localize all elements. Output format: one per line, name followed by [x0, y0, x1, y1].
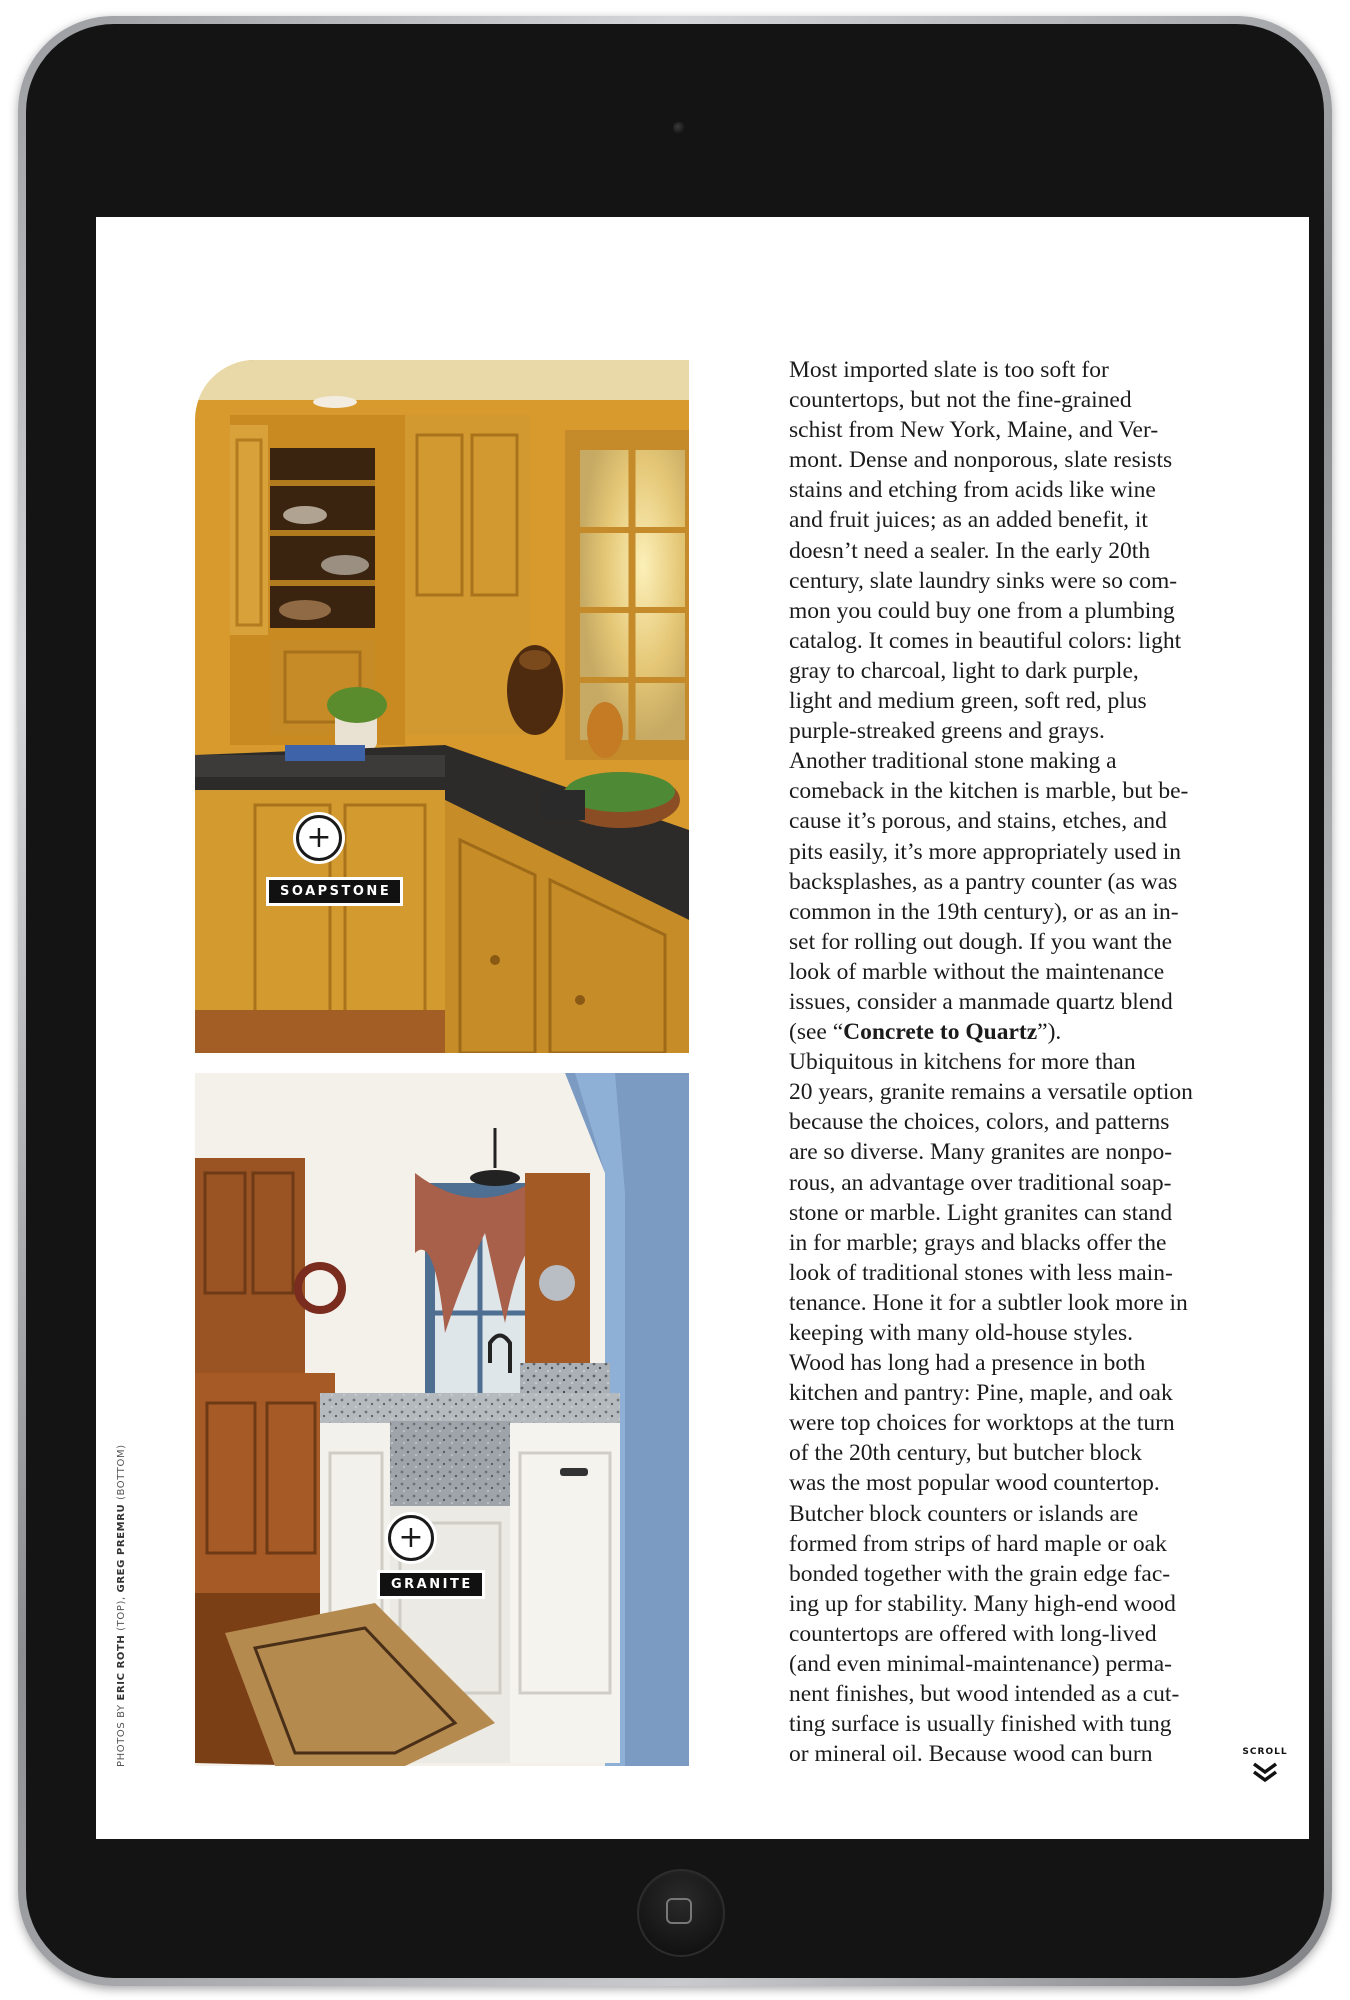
text-line: Another traditional stone making a: [789, 748, 1117, 775]
text-line: mont. Dense and nonporous, slate resists: [789, 447, 1173, 474]
soapstone-label: SOAPSTONE: [269, 880, 400, 903]
photo-credit: [116, 1444, 127, 1767]
text-line: of the 20th century, but butcher block: [789, 1440, 1142, 1467]
text-line: purple-streaked greens and grays.: [789, 718, 1105, 745]
credit-photographer-1: ERIC ROTH: [116, 1634, 127, 1701]
credit-prefix: PHOTOS BY: [116, 1700, 127, 1767]
text-line: catalog. It comes in beautiful colors: light: [789, 627, 1182, 654]
granite-info-hotspot[interactable]: [388, 1515, 434, 1561]
text-line: nent finishes, but wood intended as a cut-: [789, 1681, 1180, 1708]
article-paragraph: [748, 355, 1218, 746]
text-line: rous, an advantage over traditional soap-: [789, 1169, 1172, 1196]
text-line: backsplashes, as a pantry counter (as was: [789, 868, 1178, 895]
home-square-icon: [666, 1898, 692, 1924]
magazine-page: [96, 217, 1309, 1839]
text-line: bonded together with the grain edge fac-: [789, 1560, 1171, 1587]
text-line: Ubiquitous in kitchens for more than: [789, 1049, 1136, 1076]
text-line: century, slate laundry sinks were so com-: [789, 567, 1178, 594]
credit-note-1: (TOP),: [116, 1592, 127, 1635]
article-paragraph: [748, 1047, 1218, 1348]
text-line: common in the 19th century), or as an in-: [789, 898, 1179, 925]
text-line: mon you could buy one from a plumbing: [789, 597, 1175, 624]
text-line: kitchen and pantry: Pine, maple, and oak: [789, 1380, 1173, 1407]
granite-kitchen-illustration: [195, 1073, 689, 1766]
tablet-bezel: [26, 24, 1324, 1978]
credit-note-2: (BOTTOM): [116, 1444, 127, 1504]
text-line: Butcher block counters or islands are: [789, 1500, 1139, 1527]
text-line: doesn’t need a sealer. In the early 20th: [789, 537, 1151, 564]
text-line: cause it’s porous, and stains, etches, and: [789, 808, 1167, 835]
text-line: (and even minimal-maintenance) perma-: [789, 1651, 1172, 1678]
home-button[interactable]: [637, 1869, 725, 1957]
text-line: and fruit juices; as an added benefit, it: [789, 507, 1148, 534]
text-line: tenance. Hone it for a subtler look more in: [789, 1289, 1188, 1316]
text-line: in for marble; grays and blacks offer the: [789, 1229, 1167, 1256]
text-line: issues, consider a manmade quartz blend: [789, 988, 1173, 1015]
text-line: ting surface is usually finished with tung: [789, 1711, 1172, 1738]
text-line: are so diverse. Many granites are nonpo-: [789, 1139, 1173, 1166]
concrete-to-quartz-link[interactable]: Concrete to Quartz: [843, 1019, 1038, 1046]
plus-icon: +: [306, 820, 332, 855]
granite-label: GRANITE: [380, 1573, 482, 1596]
text-line: countertops are offered with long-lived: [789, 1620, 1157, 1647]
granite-kitchen-photo: [195, 1073, 689, 1766]
text-line: keeping with many old-house styles.: [789, 1320, 1133, 1346]
text-line: or mineral oil. Because wood can burn: [789, 1741, 1153, 1768]
text-line: was the most popular wood countertop.: [789, 1470, 1160, 1497]
text-line: countertops, but not the fine-grained: [789, 387, 1132, 414]
text-line: 20 years, granite remains a versatile option: [789, 1079, 1193, 1106]
text-line: because the choices, colors, and patterns: [789, 1109, 1170, 1136]
text-line: ing up for stability. Many high-end wood: [789, 1590, 1176, 1617]
text-line: Most imported slate is too soft for: [789, 357, 1109, 383]
text-line: formed from strips of hard maple or oak: [789, 1530, 1167, 1557]
text-line: were top choices for worktops at the turn: [789, 1410, 1175, 1437]
text-line: pits easily, it’s more appropriately used in: [789, 838, 1182, 865]
see-reference-line: [748, 1017, 1218, 1047]
scroll-indicator[interactable]: [1242, 1747, 1288, 1783]
text-line: look of marble without the maintenance: [789, 958, 1165, 985]
text-line: look of traditional stones with less main-: [789, 1259, 1173, 1286]
credit-photographer-2: GREG PREMRU: [116, 1503, 127, 1593]
article-paragraph: [748, 746, 1218, 1047]
text-line: stains and etching from acids like wine: [789, 477, 1156, 504]
see-prefix: (see “: [789, 1019, 844, 1046]
soapstone-kitchen-illustration: [195, 360, 689, 1053]
front-camera: [673, 122, 685, 134]
double-chevron-down-icon: [1251, 1761, 1279, 1783]
scroll-label: SCROLL: [1242, 1747, 1288, 1757]
text-line: schist from New York, Maine, and Ver-: [789, 417, 1159, 444]
plus-icon: +: [398, 1520, 424, 1555]
soapstone-info-hotspot[interactable]: [296, 815, 342, 861]
article-paragraph: [748, 1348, 1218, 1769]
see-suffix: ”).: [1037, 1019, 1062, 1046]
text-line: light and medium green, soft red, plus: [789, 688, 1147, 715]
text-line: comeback in the kitchen is marble, but be-: [789, 778, 1189, 805]
text-line: stone or marble. Light granites can stand: [789, 1199, 1173, 1226]
soapstone-kitchen-photo: [195, 360, 689, 1053]
text-line: Wood has long had a presence in both: [789, 1350, 1146, 1377]
tablet-device: [18, 16, 1332, 1986]
text-line: set for rolling out dough. If you want the: [789, 928, 1173, 955]
text-line: gray to charcoal, light to dark purple,: [789, 657, 1139, 684]
article-body: [748, 355, 1218, 1769]
